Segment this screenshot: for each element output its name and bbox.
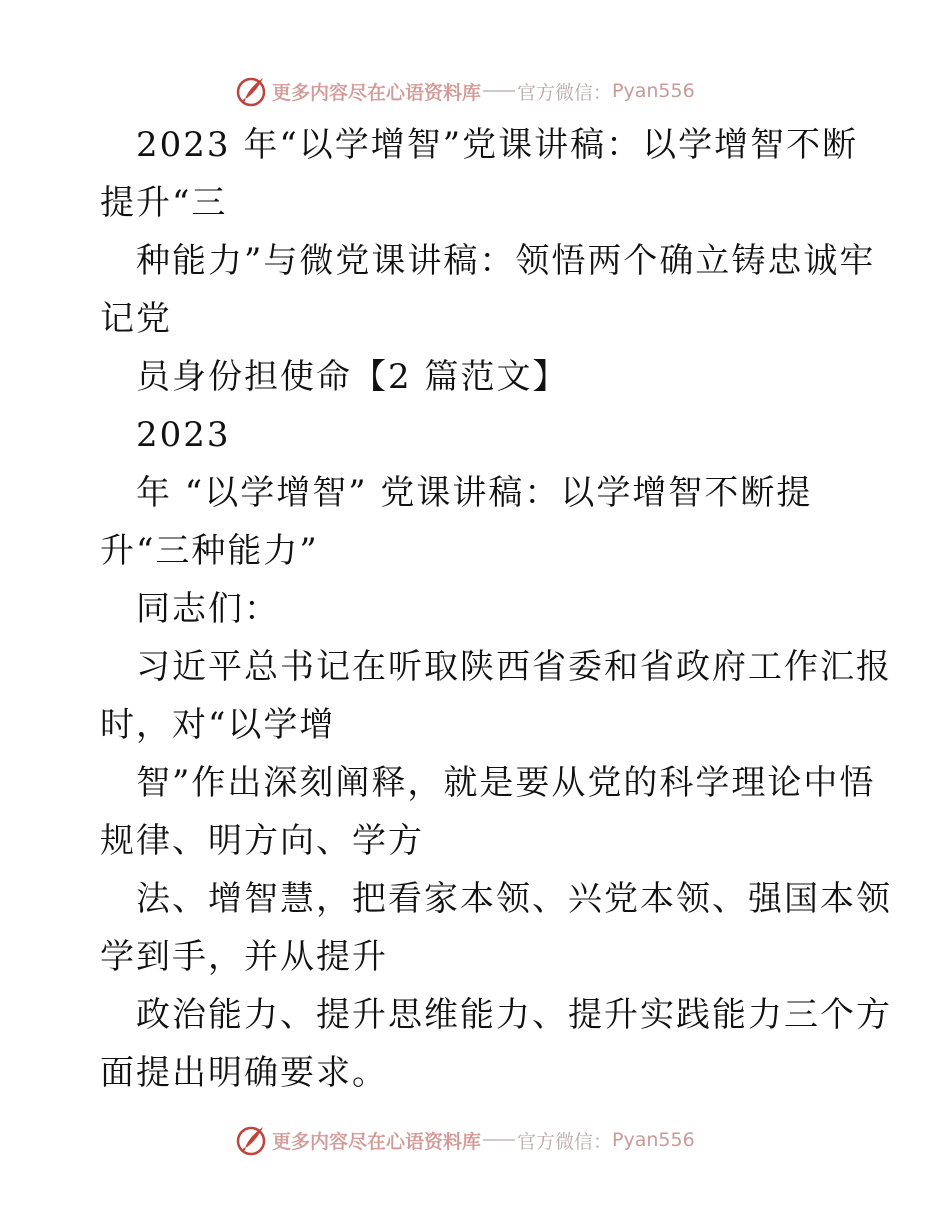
text-line: 法、增智慧，把看家本领、兴党本领、强国本领 <box>136 879 892 919</box>
document-body <box>100 116 892 1102</box>
text-line: 习近平总书记在听取陕西省委和省政府工作汇报 <box>136 647 892 687</box>
text-line: 2023 年“以学增智”党课讲稿：以学增智不断 <box>136 125 859 165</box>
watermark-separator <box>483 90 515 92</box>
text-line: 升“三种能力” <box>100 531 319 571</box>
quill-pen-logo-icon <box>234 1123 268 1157</box>
quill-pen-logo-icon <box>234 74 268 108</box>
watermark-brand: 更多内容尽在心语资料库 <box>272 1130 482 1153</box>
text-line: 时，对“以学增 <box>100 705 336 745</box>
text-line: 年 “以学增智” 党课讲稿：以学增智不断提 <box>136 473 813 513</box>
text-line: 智”作出深刻阐释，就是要从党的科学理论中悟 <box>136 763 876 803</box>
text-line: 记党 <box>100 299 172 339</box>
watermark-separator <box>483 1139 515 1141</box>
text-line: 同志们： <box>136 589 280 629</box>
watermark-label: 官方微信： <box>517 1130 613 1153</box>
watermark-brand: 更多内容尽在心语资料库 <box>272 81 482 104</box>
watermark-wechat-id: Pyan556 <box>612 80 695 102</box>
text-line: 规律、明方向、学方 <box>100 821 424 861</box>
watermark-footer <box>234 1123 695 1157</box>
watermark-wechat-id: Pyan556 <box>612 1129 695 1151</box>
watermark-header <box>234 74 695 108</box>
text-line: 种能力”与微党课讲稿：领悟两个确立铸忠诚牢 <box>136 241 876 281</box>
text-line: 员身份担使命【2 篇范文】 <box>136 357 569 397</box>
text-line: 政治能力、提升思维能力、提升实践能力三个方 <box>136 995 892 1035</box>
text-line: 2023 <box>136 415 231 455</box>
text-line: 提升“三 <box>100 183 228 223</box>
text-line: 学到手，并从提升 <box>100 937 388 977</box>
text-line: 面提出明确要求。 <box>100 1053 388 1093</box>
watermark-label: 官方微信： <box>517 81 613 104</box>
